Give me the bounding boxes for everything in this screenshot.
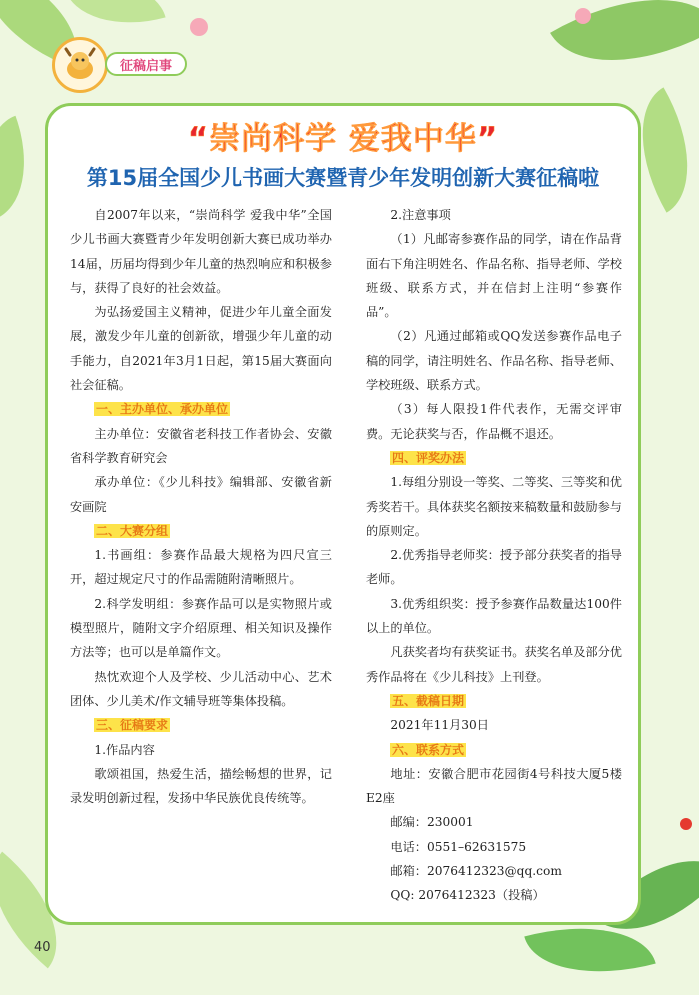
paragraph: 自2007年以来，“崇尚科学 爱我中华”全国少儿书画大赛暨青少年发明创新大赛已成功举办14届，历届均得到少年儿童的热烈响应和积极参与，获得了良好的社会效益。 [70, 208, 332, 295]
paragraph: 1.作品内容 [94, 742, 155, 757]
leaf-decoration [64, 0, 165, 41]
paragraph: 歌颂祖国，热爱生活，描绘畅想的世界，记录发明创新过程，发扬中华民族优良传统等。 [70, 766, 332, 806]
paragraph: （3）每人限投1件代表作，无需交评审费。无论获奖与否，作品概不退还。 [366, 402, 622, 441]
contact-postcode: 邮编：230001 [390, 815, 474, 830]
paragraph: （1）凡邮寄参赛作品的同学，请在作品背面右下角注明姓名、作品名称、指导老师、学校班级、联系方式，并在信封上注明“参赛作品”。 [366, 232, 622, 320]
section-heading [366, 689, 622, 713]
contact-phone: 电话：0551–62631575 [390, 839, 527, 854]
right-column [366, 203, 622, 908]
deadline-date: 2021年11月30日 [390, 718, 489, 733]
flower-decoration [575, 8, 591, 24]
section-heading [70, 397, 332, 421]
left-column [70, 203, 332, 810]
paragraph: 2.优秀指导老师奖：授予部分获奖者的指导老师。 [366, 548, 622, 587]
paragraph: 为弘扬爱国主义精神，促进少年儿童全面发展，激发少年儿童的创新欲，增强少年儿童的动手能力，自2021年3月1日起，第15届大赛面向社会征稿。 [70, 305, 332, 393]
paragraph: 凡获奖者均有获奖证书。获奖名单及部分优秀作品将在《少儿科技》上刊登。 [366, 645, 622, 684]
leaf-decoration [550, 0, 699, 102]
contact-qq: QQ: 2076412323（投稿） [390, 888, 545, 903]
paragraph: 热忱欢迎个人及学校、少儿活动中心、艺术团体、少儿美术/作文辅导班等集体投稿。 [70, 669, 332, 708]
section-heading [366, 446, 622, 470]
paragraph: 主办单位：安徽省老科技工作者协会、安徽省科学教育研究会 [70, 426, 332, 465]
section-heading-text: 二、大赛分组 [96, 523, 169, 538]
section-heading [70, 519, 332, 543]
contact-email: 邮箱：2076412323@qq.com [390, 864, 562, 879]
paragraph: 2.科学发明组：参赛作品可以是实物照片或模型照片，随附文字介绍原理、相关知识及操作方法等；也可以是单篇作文。 [70, 596, 332, 660]
leaf-decoration [0, 116, 46, 219]
section-heading-text: 一、主办单位、承办单位 [96, 402, 229, 417]
page-subtitle: 第15届全国少儿书画大赛暨青少年发明创新大赛征稿啦 [86, 166, 600, 190]
section-heading-text: 四、评奖办法 [392, 450, 465, 465]
paragraph: 承办单位：《少儿科技》编辑部、安徽省新安画院 [70, 475, 332, 514]
paragraph: 1.书画组：参赛作品最大规格为四尺宣三开，超过规定尺寸的作品需随附清晰照片。 [70, 548, 332, 587]
section-heading-text: 六、联系方式 [392, 742, 465, 757]
paragraph: 2.注意事项 [390, 208, 451, 222]
section-tag: 征稿启事 [105, 52, 187, 76]
section-heading [366, 738, 622, 762]
paragraph: 3.优秀组织奖：授予参赛作品数量达100件以上的单位。 [366, 596, 622, 636]
section-heading-text: 三、征稿要求 [96, 718, 169, 733]
section-heading-text: 五、截稿日期 [392, 693, 465, 708]
bull-icon [60, 45, 100, 85]
contact-address: 地址：安徽合肥市花园街4号科技大厦5楼E2座 [366, 766, 622, 806]
ladybug-icon [680, 818, 692, 830]
mascot-logo [52, 37, 108, 93]
page-number: 40 [34, 940, 51, 955]
paragraph: 1.每组分别设一等奖、二等奖、三等奖和优秀奖若干。具体获奖名额按来稿数量和鼓励参与的原则定。 [366, 475, 622, 538]
flower-decoration [190, 18, 208, 36]
paragraph: （2）凡通过邮箱或QQ发送参赛作品电子稿的同学，请注明姓名、作品名称、指导老师、学校班级、联系方式。 [366, 329, 622, 393]
page-title: “崇尚科学 爱我中华” [187, 121, 499, 157]
section-heading [70, 713, 332, 737]
